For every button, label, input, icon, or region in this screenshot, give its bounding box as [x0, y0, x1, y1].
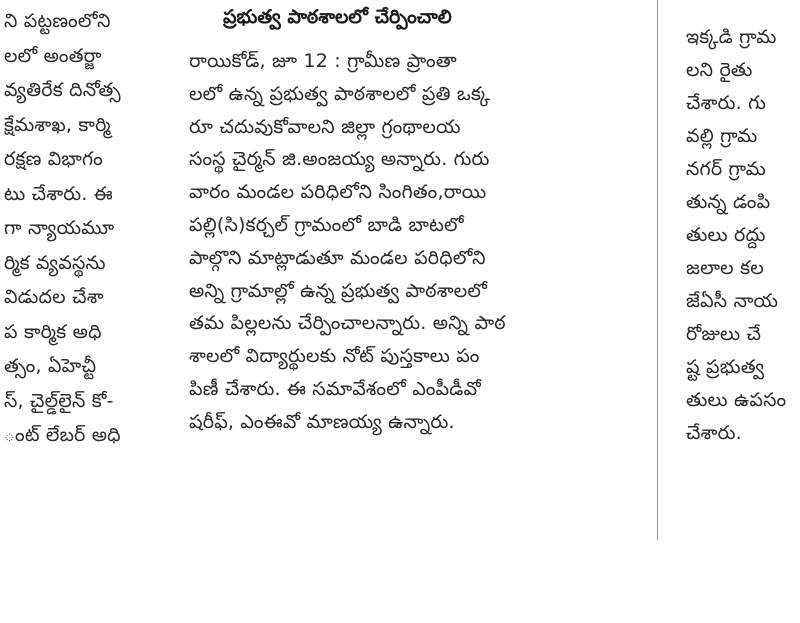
text-line: పల్లి(సి)కర్చల్ గ్రామంలో బాడి బాటలో	[189, 214, 464, 236]
text-line: టు చేశారు. ఈ	[4, 182, 113, 205]
text-line: తున్న డంపి	[686, 191, 771, 213]
text-line: రాయికోడ్, జూ 12 : గ్రామీణ ప్రాంతా	[189, 50, 457, 72]
text-line: రోజులు చే	[686, 323, 762, 345]
text-line: తులు రద్దు	[686, 224, 766, 246]
text-line: తులు ఉపసం	[686, 389, 787, 411]
text-line: పిణీ చేశారు. ఈ సమావేశంలో ఎంపీడీవో	[189, 378, 481, 400]
text-line: విడుదల చేశా	[4, 286, 104, 308]
text-line: ప కార్మిక అధి	[4, 320, 102, 343]
right-article-column	[684, 0, 800, 560]
text-line: జలాల కల	[686, 257, 764, 279]
text-line: పాల్గొని మాట్లాడుతూ మండల పరిధిలోని	[189, 246, 486, 269]
text-line: ంట్ లేబర్ అధి	[4, 424, 121, 446]
text-line: శాలలో విద్యార్థులకు నోట్ పుస్తకాలు పం	[189, 345, 480, 368]
text-line: లలో అంతర్జా	[4, 44, 102, 67]
article-headline: ప్రభుత్వ పాఠశాలలో చేర్పించాలి	[223, 6, 452, 28]
text-line: జేఏసీ నాయ	[686, 290, 779, 312]
text-line: అన్ని గ్రామాల్లో ఉన్న ప్రభుత్వ పాఠశాలలో	[189, 279, 488, 302]
text-line: లలో ఉన్న ప్రభుత్వ పాఠశాలలో ప్రతి ఒక్క	[189, 82, 491, 105]
text-line: వ్యతిరేక దినోత్స	[4, 79, 121, 101]
text-line: ష్ట ప్రభుత్వ	[686, 356, 765, 378]
left-article-column	[0, 0, 150, 500]
text-line: ని పట్టణంలోని	[4, 10, 111, 32]
text-line: షరీఫ్, ఎంఈవో మాణయ్య ఉన్నారు.	[189, 410, 455, 433]
text-line: లని రైతు	[686, 59, 753, 81]
text-line: క్షేమశాఖ, కార్మి	[4, 113, 111, 136]
text-line: నగర్ గ్రామ	[686, 158, 766, 180]
middle-article-column	[183, 0, 623, 500]
text-line: త్సం, ఏహెచ్టీ	[4, 355, 97, 377]
text-line: చేశారు.	[686, 422, 742, 444]
text-line: వారం మండల పరిధిలోని సింగితం,రాయి	[189, 181, 487, 204]
text-line: గా న్యాయమూ	[4, 217, 115, 239]
text-line: తమ పిల్లలను చేర్పించాలన్నారు. అన్ని పాఠ	[189, 312, 506, 335]
text-line: రూ చదువుకోవాలని జిల్లా గ్రంథాలయ	[189, 115, 461, 138]
text-line: స్, చైల్డ్‌లైన్ కో-	[4, 389, 114, 412]
text-line: సంస్థ చైర్మన్ జి.అంజయ్య అన్నారు. గురు	[189, 148, 490, 171]
text-line: వల్లి గ్రామ	[686, 125, 758, 147]
text-line: చేశారు. గు	[686, 92, 766, 114]
column-divider	[657, 0, 658, 540]
text-line: రక్షణ విభాగం	[4, 148, 103, 170]
text-line: ర్మిక వ్యవస్థను	[4, 251, 106, 274]
text-line: ఇక్కడి గ్రామ	[686, 26, 777, 48]
